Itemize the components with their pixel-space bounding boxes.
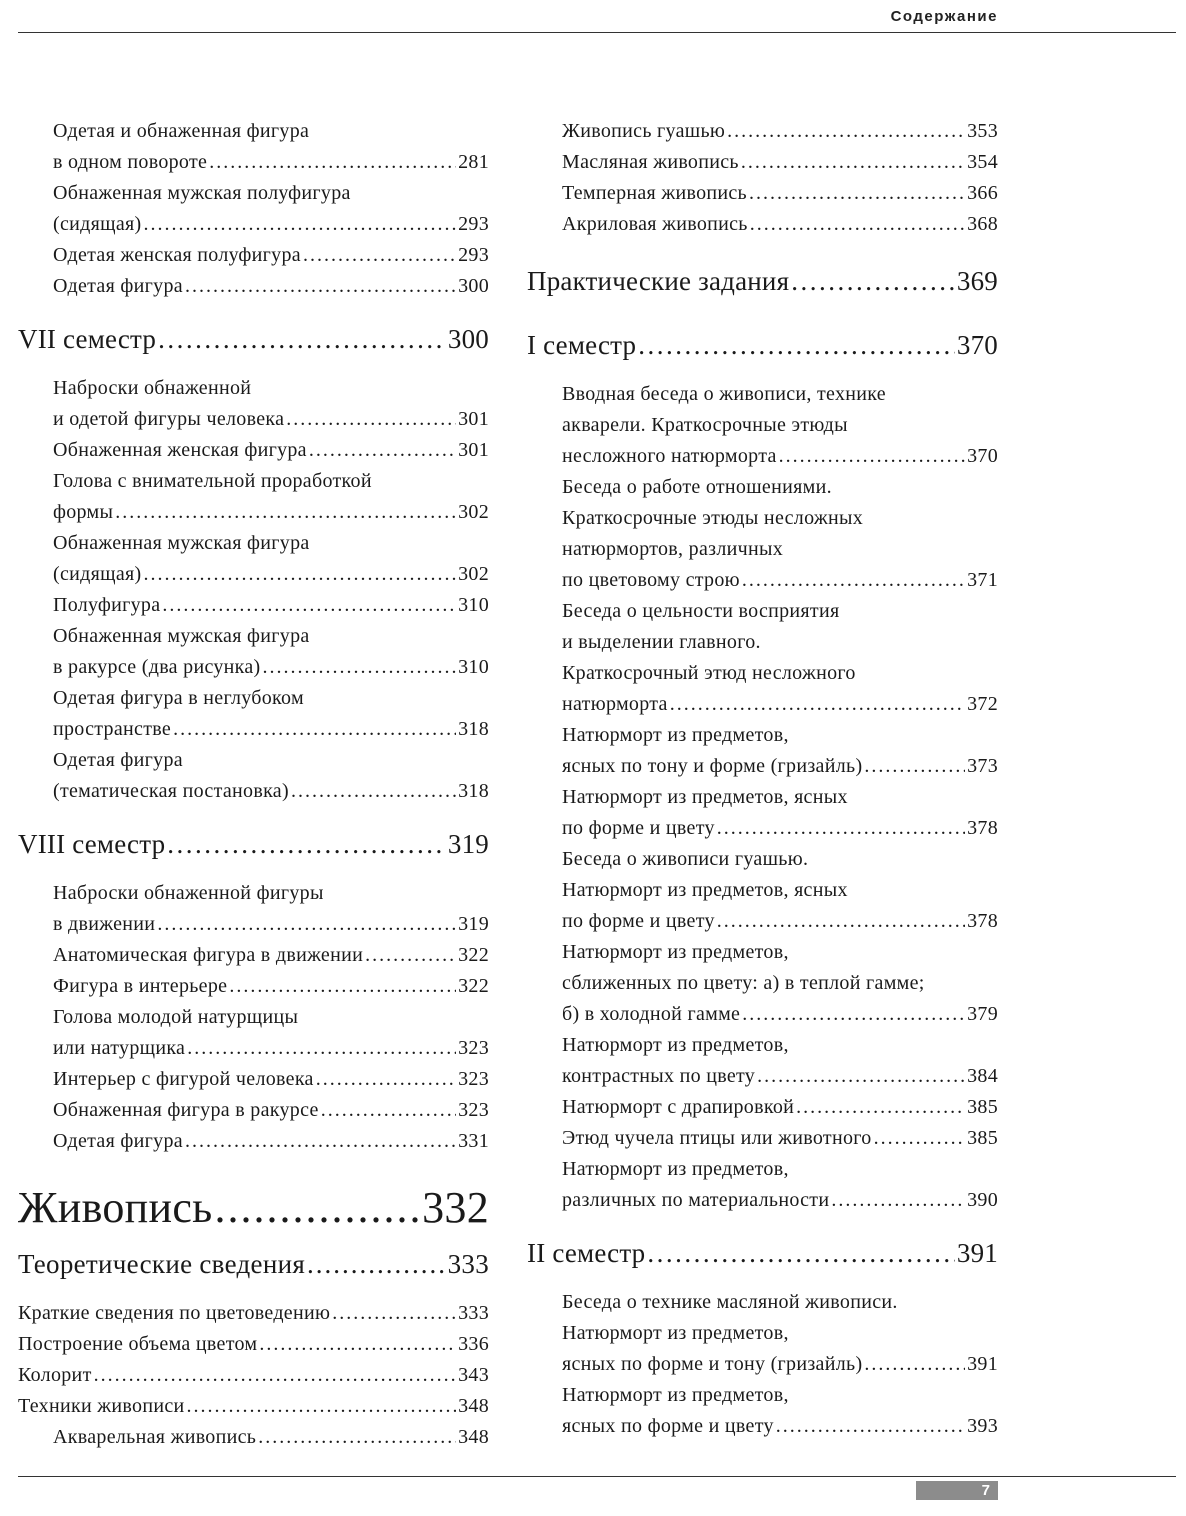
leader-dots: [143, 209, 456, 240]
leader-dots: [750, 209, 965, 240]
toc-entry-text-line: Одетая фигура: [53, 749, 183, 771]
toc-page-number: 384: [967, 1065, 998, 1087]
toc-entry-title: Масляная живопись: [562, 151, 739, 173]
leader-dots: [286, 404, 456, 435]
toc-page-number: 373: [967, 755, 998, 777]
leader-dots: [779, 441, 965, 472]
toc-heading-practice[interactable]: Практические задания ..... 369: [527, 261, 998, 301]
toc-page-number: 391: [967, 1353, 998, 1375]
toc-entry-title: Полуфигура: [53, 594, 161, 616]
toc-entry[interactable]: [53, 178, 489, 240]
toc-group: [53, 116, 489, 302]
toc-entry-title: различных по материальности: [562, 1189, 830, 1211]
toc-entry[interactable]: [562, 379, 998, 472]
toc-entry-row: [53, 559, 489, 590]
toc-entry-text-line: натюрмортов, различных: [562, 538, 784, 560]
leader-dots: [185, 1126, 456, 1157]
toc-page-number: 336: [458, 1333, 489, 1355]
toc-page-number: 323: [458, 1099, 489, 1121]
bottom-rule: [18, 1476, 1176, 1477]
toc-entry[interactable]: [53, 1064, 489, 1095]
toc-group: [53, 1422, 489, 1453]
toc-entry-row: [53, 1126, 489, 1157]
toc-entry-row: [562, 751, 998, 782]
leader-dots: [831, 1185, 965, 1216]
toc-entry-text-line: Одетая фигура в неглубоком: [53, 687, 304, 709]
toc-entry-title: несложного натюрморта: [562, 445, 777, 467]
toc-page-number: 293: [458, 213, 489, 235]
leader-dots: [291, 776, 456, 807]
toc-entry-title: по форме и цвету: [562, 910, 715, 932]
leader-dots: [796, 1092, 965, 1123]
toc-entry-title: Техники живописи: [18, 1395, 185, 1417]
leader-dots: [757, 1061, 965, 1092]
toc-entry[interactable]: [562, 1154, 998, 1216]
toc-entry-title: Колорит: [18, 1364, 92, 1386]
toc-entry-row: [53, 1064, 489, 1095]
toc-page-number: 348: [458, 1426, 489, 1448]
toc-entry-row: [562, 1092, 998, 1123]
toc-entry-row: [562, 1411, 998, 1442]
toc-entry-title: Одетая фигура: [53, 275, 183, 297]
toc-group: [53, 373, 489, 807]
leader-dots: [162, 590, 456, 621]
toc-entry[interactable]: [53, 1002, 489, 1064]
toc-page-number: 300: [458, 275, 489, 297]
toc-group: [562, 379, 998, 1216]
leader-dots: [321, 1095, 456, 1126]
toc-entry-title: (тематическая постановка): [53, 780, 289, 802]
leader-dots: [670, 689, 965, 720]
toc-heading-semester-7[interactable]: VII семестр ..... 300: [18, 319, 489, 359]
toc-page-number: 372: [967, 693, 998, 715]
toc-entry-title: Этюд чучела птицы или животного: [562, 1127, 872, 1149]
leader-dots: [263, 652, 457, 683]
toc-entry-row: [53, 776, 489, 807]
toc-column-left: [18, 116, 489, 1453]
toc-entry-row: [562, 1185, 998, 1216]
toc-entry-title: Живопись гуашью: [562, 120, 726, 142]
toc-entry-row: [53, 1422, 489, 1453]
toc-page-number: 366: [967, 182, 998, 204]
leader-dots: [115, 497, 456, 528]
toc-heading-semester-2[interactable]: II семестр ..... 391: [527, 1233, 998, 1273]
toc-entry[interactable]: [562, 1030, 998, 1092]
toc-entry-text-line: Обнаженная мужская полуфигура: [53, 182, 351, 204]
toc-entry[interactable]: [562, 1380, 998, 1442]
toc-page-number: 322: [458, 944, 489, 966]
toc-entry[interactable]: [18, 1329, 489, 1360]
toc-entry-title: формы: [53, 501, 114, 523]
toc-entry-text-line: сближенных по цвету: а) в теплой гамме;: [562, 972, 925, 994]
toc-entry-text-line: Натюрморт из предметов,: [562, 941, 789, 963]
toc-entry[interactable]: [53, 683, 489, 745]
leader-dots: [727, 116, 965, 147]
toc-entry-row: [53, 940, 489, 971]
toc-entry-row: [53, 590, 489, 621]
leader-dots: [864, 751, 965, 782]
toc-entry-row: [562, 209, 998, 240]
toc-entry-row: [53, 1095, 489, 1126]
leader-dots: [187, 1033, 456, 1064]
toc-entry[interactable]: [53, 116, 489, 178]
toc-entry[interactable]: [562, 116, 998, 147]
toc-entry-text-line: Наброски обнаженной: [53, 377, 252, 399]
toc-entry[interactable]: [562, 844, 998, 937]
leader-dots: [749, 178, 965, 209]
toc-entry-row: [562, 813, 998, 844]
toc-page-number: 371: [967, 569, 998, 591]
toc-entry-text-line: Наброски обнаженной фигуры: [53, 882, 324, 904]
toc-entry-text-line: Беседа о работе отношениями.: [562, 476, 832, 498]
toc-entry-title: Обнаженная фигура в ракурсе: [53, 1099, 319, 1121]
toc-entry-row: [562, 1061, 998, 1092]
toc-entry-title: Натюрморт с драпировкой: [562, 1096, 795, 1118]
toc-entry-title: ясных по форме и цвету: [562, 1415, 774, 1437]
leader-dots: [187, 1391, 457, 1422]
leader-dots: [173, 714, 456, 745]
running-title: Содержание: [890, 8, 998, 25]
toc-group: [18, 1298, 489, 1422]
leader-dots: [776, 1411, 965, 1442]
toc-group: [562, 116, 998, 240]
leader-dots: [316, 1064, 456, 1095]
toc-heading-semester-1[interactable]: I семестр ..... 370: [527, 325, 998, 365]
toc-entry-row: [562, 1123, 998, 1154]
toc-entry-row: [53, 209, 489, 240]
toc-entry-row: [53, 271, 489, 302]
toc-entry[interactable]: [53, 271, 489, 302]
toc-entry-row: [53, 147, 489, 178]
toc-page-number: 301: [458, 439, 489, 461]
toc-entry-text-line: Краткосрочные этюды несложных: [562, 507, 864, 529]
leader-dots: [874, 1123, 966, 1154]
toc-entry-title: Одетая фигура: [53, 1130, 183, 1152]
toc-page-number: 331: [458, 1130, 489, 1152]
toc-group: [562, 1287, 998, 1442]
toc-entry-text-line: Обнаженная мужская фигура: [53, 625, 310, 647]
leader-dots: [742, 999, 965, 1030]
toc-entry-title: Интерьер с фигурой человека: [53, 1068, 314, 1090]
toc-entry-title: (сидящая): [53, 213, 142, 235]
leader-dots: [864, 1349, 965, 1380]
toc-entry-text-line: Беседа о технике масляной живописи.: [562, 1291, 898, 1313]
toc-entry-text-line: Обнаженная мужская фигура: [53, 532, 310, 554]
toc-entry[interactable]: [53, 971, 489, 1002]
leader-dots: [259, 1329, 456, 1360]
toc-entry[interactable]: [53, 528, 489, 590]
toc-entry-row: [53, 909, 489, 940]
toc-entry-text-line: Натюрморт из предметов,: [562, 724, 789, 746]
toc-entry[interactable]: [562, 937, 998, 1030]
toc-entry[interactable]: [562, 720, 998, 782]
toc-entry[interactable]: [53, 590, 489, 621]
toc-entry-text-line: Голова с внимательной проработкой: [53, 470, 372, 492]
toc-entry[interactable]: [53, 878, 489, 940]
toc-entry[interactable]: [53, 435, 489, 466]
toc-entry-title: (сидящая): [53, 563, 142, 585]
toc-entry-row: [53, 404, 489, 435]
toc-entry[interactable]: [18, 1360, 489, 1391]
toc-entry[interactable]: [53, 621, 489, 683]
toc-entry-title: Краткие сведения по цветоведению: [18, 1302, 331, 1324]
toc-entry-row: [53, 497, 489, 528]
toc-entry-row: [562, 1349, 998, 1380]
toc-page-number: 378: [967, 910, 998, 932]
toc-page-number: 322: [458, 975, 489, 997]
toc-entry-text-line: Натюрморт из предметов,: [562, 1158, 789, 1180]
leader-dots: [143, 559, 456, 590]
leader-dots: [229, 971, 456, 1002]
toc-entry-title: натюрморта: [562, 693, 668, 715]
toc-entry-row: [18, 1360, 489, 1391]
toc-entry-row: [18, 1298, 489, 1329]
toc-page-number: 343: [458, 1364, 489, 1386]
toc-entry-title: Построение объема цветом: [18, 1333, 258, 1355]
toc-entry-title: в одном повороте: [53, 151, 208, 173]
toc-entry-text-line: Натюрморт из предметов,: [562, 1034, 789, 1056]
toc-page-number: 370: [967, 445, 998, 467]
toc-page-number: 390: [967, 1189, 998, 1211]
toc-entry-row: [53, 435, 489, 466]
toc-entry-row: [562, 441, 998, 472]
leader-dots: [332, 1298, 456, 1329]
toc-page-number: 323: [458, 1037, 489, 1059]
toc-entry[interactable]: [53, 940, 489, 971]
toc-page-number: 393: [967, 1415, 998, 1437]
toc-page-number: 385: [967, 1096, 998, 1118]
toc-column-right: [527, 116, 998, 1442]
toc-page-number: 323: [458, 1068, 489, 1090]
toc-entry-row: [18, 1391, 489, 1422]
leader-dots: [365, 940, 456, 971]
toc-entry-title: пространстве: [53, 718, 172, 740]
toc-page-number: 318: [458, 780, 489, 802]
top-rule: [18, 32, 1176, 33]
leader-dots: [742, 565, 965, 596]
toc-entry[interactable]: [562, 596, 998, 720]
toc-entry-row: [53, 714, 489, 745]
toc-entry-row: [53, 652, 489, 683]
toc-page-number: 368: [967, 213, 998, 235]
toc-entry-text-line: Беседа о живописи гуашью.: [562, 848, 809, 870]
toc-entry[interactable]: [562, 472, 998, 596]
toc-page-number: 353: [967, 120, 998, 142]
leader-dots: [717, 906, 965, 937]
toc-entry-title: Фигура в интерьере: [53, 975, 228, 997]
toc-entry[interactable]: [53, 1095, 489, 1126]
toc-entry-row: [562, 147, 998, 178]
toc-entry[interactable]: [18, 1391, 489, 1422]
toc-entry-title: Обнаженная женская фигура: [53, 439, 307, 461]
toc-entry[interactable]: [562, 209, 998, 240]
toc-entry[interactable]: [562, 1287, 998, 1380]
toc-group: [53, 878, 489, 1157]
leader-dots: [717, 813, 965, 844]
toc-entry-title: Акриловая живопись: [562, 213, 748, 235]
toc-entry[interactable]: [562, 178, 998, 209]
leader-dots: [303, 240, 456, 271]
toc-page-number: 385: [967, 1127, 998, 1149]
toc-page-number: 310: [458, 656, 489, 678]
leader-dots: [94, 1360, 456, 1391]
toc-entry-title: контрастных по цвету: [562, 1065, 756, 1087]
toc-entry-text-line: Натюрморт из предметов,: [562, 1322, 789, 1344]
leader-dots: [209, 147, 456, 178]
toc-entry-text-line: Натюрморт из предметов, ясных: [562, 786, 848, 808]
toc-page-number: 333: [458, 1302, 489, 1324]
toc-page-number: 318: [458, 718, 489, 740]
toc-entry[interactable]: [53, 1126, 489, 1157]
toc-entry-text-line: Беседа о цельности восприятия: [562, 600, 840, 622]
leader-dots: [258, 1422, 456, 1453]
leader-dots: [157, 909, 456, 940]
toc-page-number: 281: [458, 151, 489, 173]
toc-entry-row: [562, 999, 998, 1030]
toc-entry-row: [53, 971, 489, 1002]
toc-entry-text-line: Одетая и обнаженная фигура: [53, 120, 310, 142]
leader-dots: [185, 271, 456, 302]
toc-entry-title: б) в холодной гамме: [562, 1003, 741, 1025]
toc-page-number: 319: [458, 913, 489, 935]
toc-entry-title: ясных по форме и тону (гризайль): [562, 1353, 863, 1375]
toc-entry[interactable]: [53, 240, 489, 271]
toc-entry-text-line: акварели. Краткосрочные этюды: [562, 414, 848, 436]
toc-page-number: 302: [458, 563, 489, 585]
toc-entry-title: ясных по тону и форме (гризайль): [562, 755, 863, 777]
toc-entry-row: [53, 1033, 489, 1064]
toc-page-number: 293: [458, 244, 489, 266]
toc-page-number: 354: [967, 151, 998, 173]
toc-page-number: 379: [967, 1003, 998, 1025]
toc-entry-row: [562, 178, 998, 209]
toc-entry[interactable]: [562, 1092, 998, 1123]
toc-entry-row: [562, 689, 998, 720]
toc-entry-title: по цветовому строю: [562, 569, 740, 591]
toc-entry[interactable]: [53, 1422, 489, 1453]
toc-entry-text-line: Голова молодой натурщицы: [53, 1006, 299, 1028]
toc-entry[interactable]: [562, 1123, 998, 1154]
toc-heading-part[interactable]: Живопись ..... 332: [18, 1180, 489, 1236]
toc-entry[interactable]: [562, 782, 998, 844]
toc-entry-text-line: Вводная беседа о живописи, технике: [562, 383, 886, 405]
toc-entry-title: в движении: [53, 913, 156, 935]
toc-entry-title: или натурщика: [53, 1037, 186, 1059]
toc-entry-row: [53, 240, 489, 271]
toc-entry-title: Акварельная живопись: [53, 1426, 257, 1448]
toc-entry-row: [562, 565, 998, 596]
leader-dots: [309, 435, 456, 466]
toc-entry-title: по форме и цвету: [562, 817, 715, 839]
toc-heading-semester-8[interactable]: VIII семестр ..... 319: [18, 824, 489, 864]
toc-entry[interactable]: [53, 745, 489, 807]
toc-page-number: 310: [458, 594, 489, 616]
toc-entry-text-line: и выделении главного.: [562, 631, 761, 653]
toc-page-number: 302: [458, 501, 489, 523]
toc-page-number: 348: [458, 1395, 489, 1417]
toc-entry[interactable]: [562, 147, 998, 178]
toc-entry-text-line: Краткосрочный этюд несложного: [562, 662, 856, 684]
toc-entry-title: Анатомическая фигура в движении: [53, 944, 364, 966]
toc-entry-title: в ракурсе (два рисунка): [53, 656, 261, 678]
toc-entry-row: [562, 906, 998, 937]
toc-entry-text-line: Натюрморт из предметов,: [562, 1384, 789, 1406]
toc-entry-row: [562, 116, 998, 147]
toc-entry-text-line: Натюрморт из предметов, ясных: [562, 879, 848, 901]
toc-entry[interactable]: [18, 1298, 489, 1329]
toc-entry-title: и одетой фигуры человека: [53, 408, 285, 430]
toc-entry[interactable]: [53, 373, 489, 435]
toc-entry-row: [18, 1329, 489, 1360]
page-number: 7: [916, 1481, 998, 1500]
toc-page-number: 378: [967, 817, 998, 839]
leader-dots: [741, 147, 965, 178]
toc-heading-section[interactable]: Теоретические сведения ..... 333: [18, 1244, 489, 1284]
toc-entry[interactable]: [53, 466, 489, 528]
toc-entry-title: Темперная живопись: [562, 182, 747, 204]
toc-entry-title: Одетая женская полуфигура: [53, 244, 301, 266]
toc-page-number: 301: [458, 408, 489, 430]
